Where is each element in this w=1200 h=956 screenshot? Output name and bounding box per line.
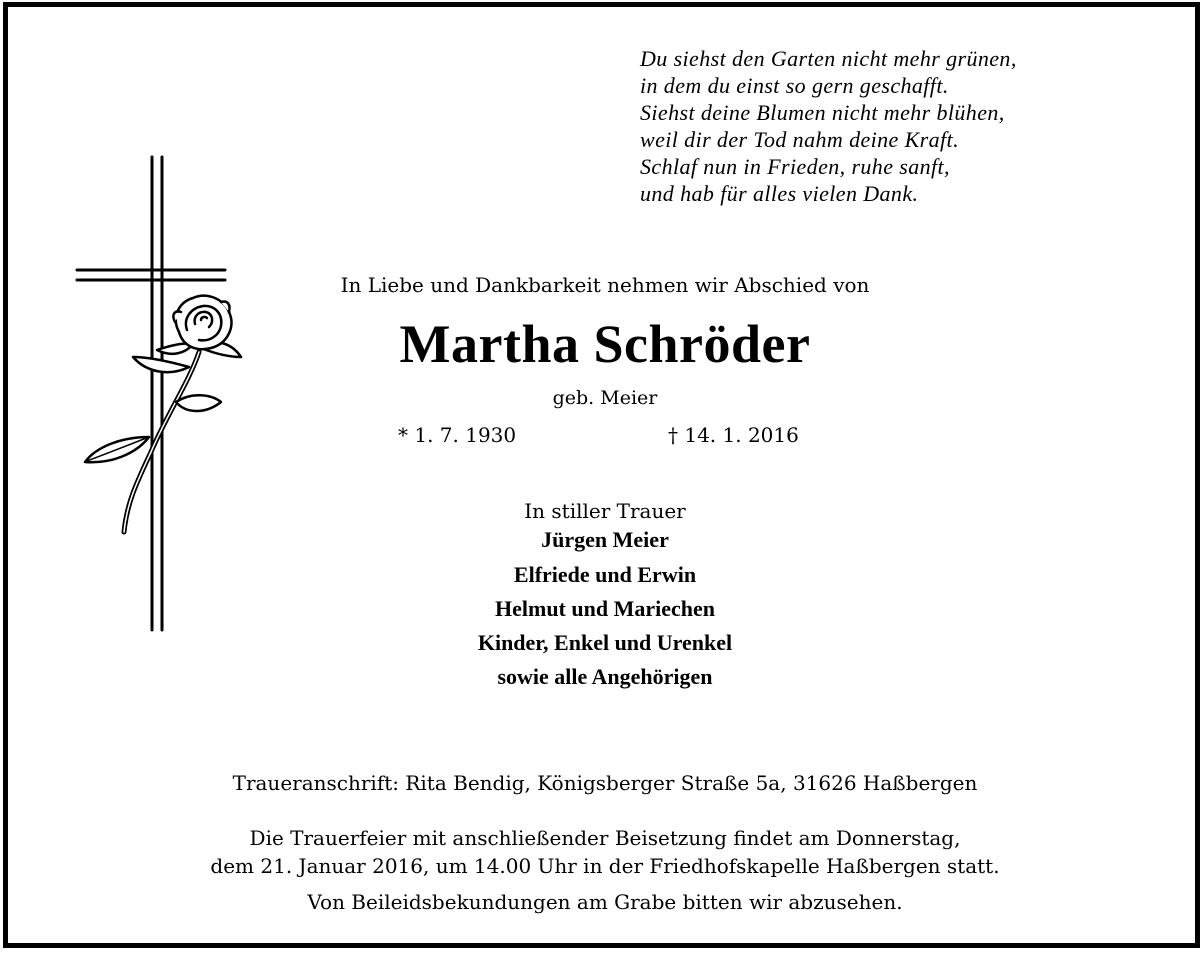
obituary-frame [3,2,1200,948]
poem-line: Du siehst den Garten nicht mehr grünen, [640,46,1017,71]
mourning-address: Traueranschrift: Rita Bendig, Königsberger Straße 5a, 31626 Haßbergen [232,771,978,795]
poem-line: Schlaf nun in Frieden, ruhe sanft, [640,154,950,179]
death-date: † 14. 1. 2016 [668,423,799,447]
deceased-name: Martha Schröder [399,314,811,374]
poem-line: weil dir der Tod nahm deine Kraft. [640,127,959,152]
mourner-name: sowie alle Angehörigen [497,664,713,689]
poem-line: Siehst deine Blumen nicht mehr blühen, [640,100,1005,125]
mourner-name: Elfriede und Erwin [513,562,697,587]
poem-line: und hab für alles vielen Dank. [640,181,919,206]
mourner-name: Jürgen Meier [541,527,669,552]
mourning-intro: In stiller Trauer [524,499,686,523]
intro-text: In Liebe und Dankbarkeit nehmen wir Abschied von [340,273,870,297]
poem [640,45,1160,207]
service-line: Die Trauerfeier mit anschließender Beisetzung findet am Donnerstag, [249,826,961,850]
condolence-note: Von Beileidsbekundungen am Grabe bitten wir abzusehen. [307,890,903,914]
mourner-name: Helmut und Mariechen [495,596,715,621]
born-name: geb. Meier [552,387,658,409]
service-line: dem 21. Januar 2016, um 14.00 Uhr in der Friedhofskapelle Haßbergen statt. [210,854,1000,878]
birth-date: * 1. 7. 1930 [398,423,517,447]
mourner-name: Kinder, Enkel und Urenkel [477,630,733,655]
poem-line: in dem du einst so gern geschafft. [640,73,949,98]
